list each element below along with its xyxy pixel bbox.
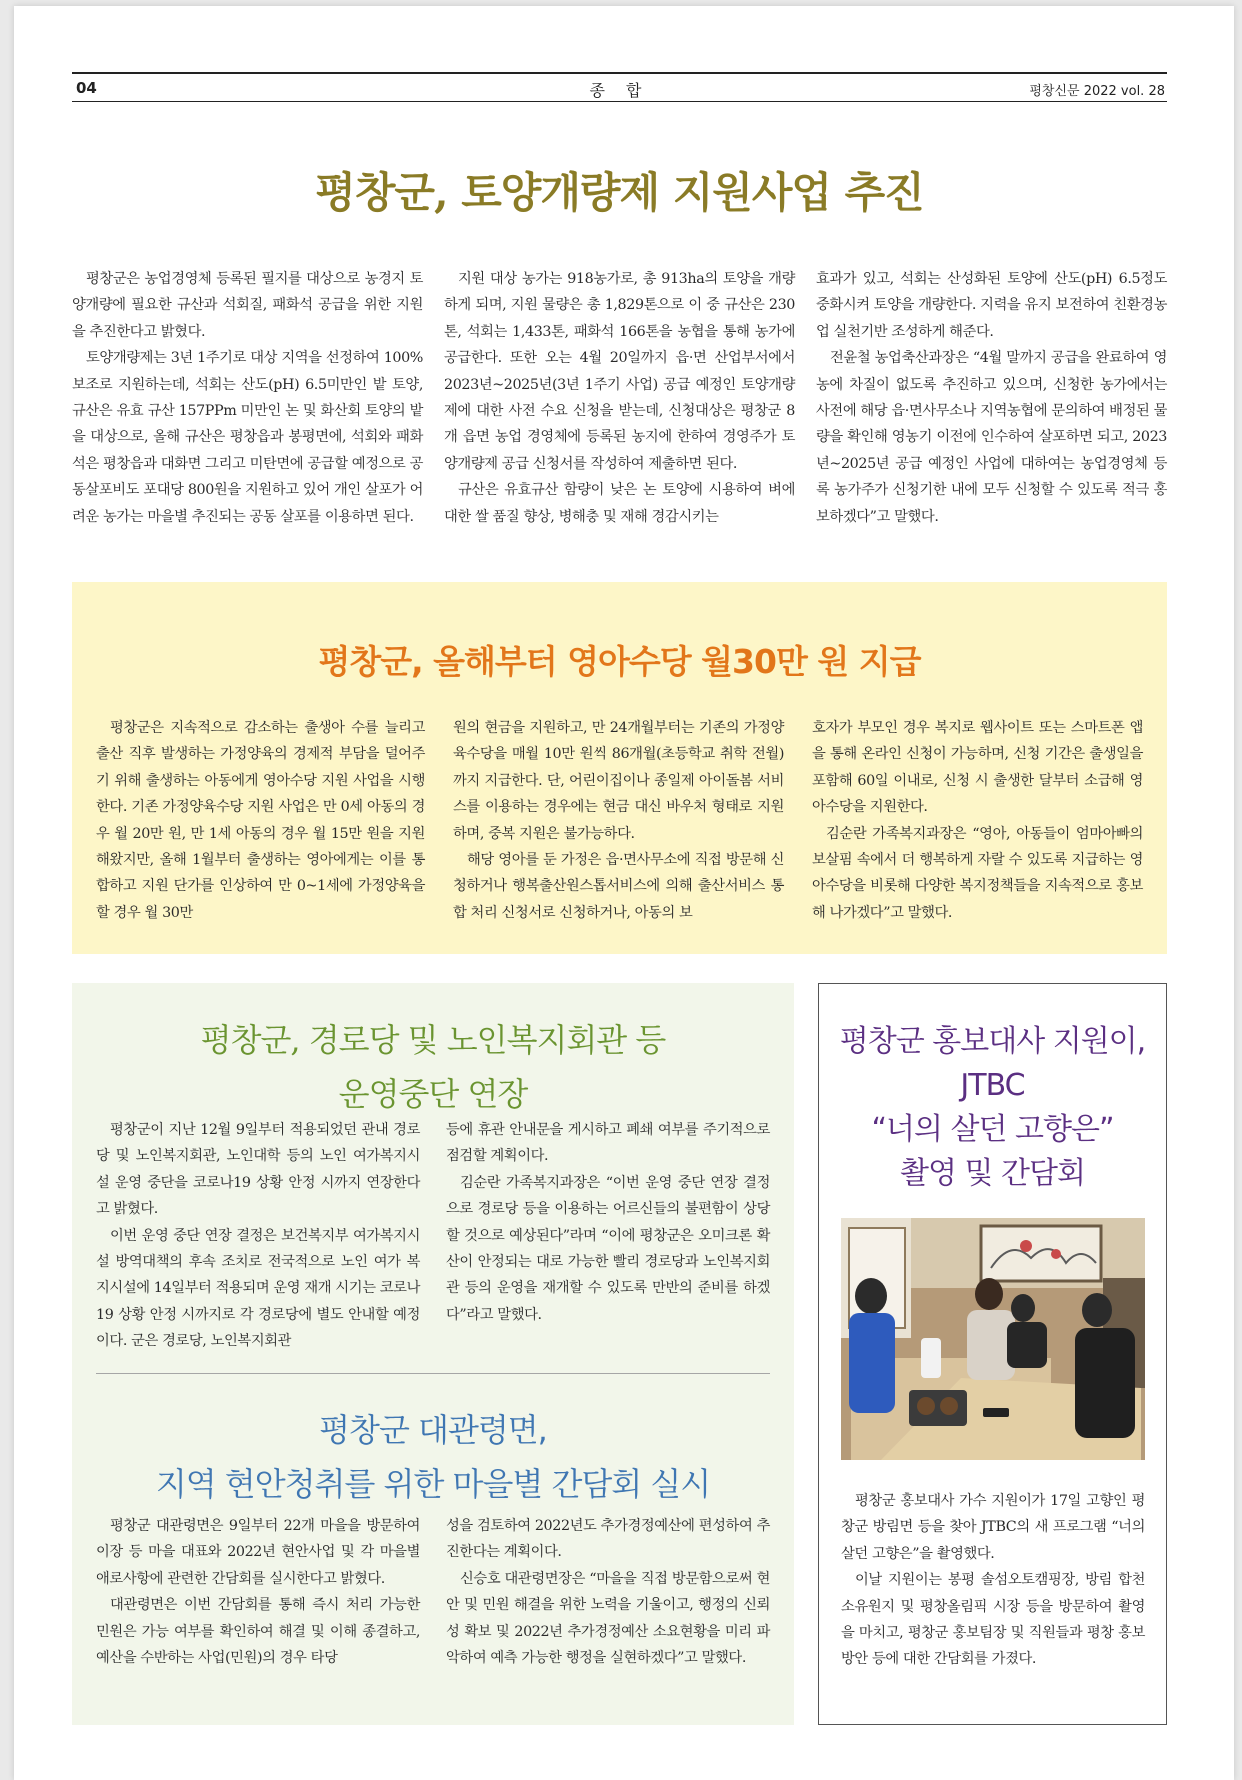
article5-title-line: 평창군 홍보대사 지원이, xyxy=(839,1024,1146,1059)
article3-title-line: 운영중단 연장 xyxy=(338,1075,528,1113)
article1-title: 평창군, 토양개량제 지원사업 추진 xyxy=(315,168,924,217)
article1-paragraph: 규산은 유효규산 함량이 낮은 논 토양에 시용하여 벼에 대한 쌀 품질 향상, 병해충 및 재해 경감시키는 xyxy=(444,482,795,525)
article1-paragraph: 전윤철 농업축산과장은 “4월 말까지 공급을 완료하여 영농에 차질이 없도록 추진하고 있으며, 신청한 농가에서는 사전에 해당 읍·면사무소나 지역농협에 문의하여 배정된 물량을 확인해 영농기 이전에 인수하여 살포하면 되고, 2023년~2025년 공급 예정인 사업에 대하여는 농업경영체 등록 농가주가 신청기한 내에 모두 신청할 수 있도록 적극 홍보하겠다”고 말했다. xyxy=(816,350,1167,525)
article5-title xyxy=(819,1020,1166,1196)
article3-title-line: 평창군, 경로당 및 노인복지회관 등 xyxy=(200,1021,666,1059)
article3-paragraph: 평창군이 지난 12월 9일부터 적용되었던 관내 경로당 및 노인복지회관, 노인대학 등의 노인 여가복지시설 운영 중단을 코로나19 상황 안정 시까지 연장한다고 밝혔다. xyxy=(96,1122,420,1218)
article3-column-1 xyxy=(96,1117,420,1355)
article4-column-1 xyxy=(96,1513,420,1671)
article1-paragraph: 평창군은 농업경영체 등록된 필지를 대상으로 농경지 토양개량에 필요한 규산과 석회질, 패화석 공급을 위한 지원을 추진한다고 밝혔다. xyxy=(72,271,423,340)
article5-title-line: “너의 살던 고향은” xyxy=(871,1112,1114,1147)
article4-column-2 xyxy=(446,1513,770,1671)
article5-body xyxy=(841,1488,1145,1673)
article1-paragraph: 효과가 있고, 석회는 산성화된 토양에 산도(pH) 6.5정도 중화시켜 토양을 개량한다. 지력을 유지 보전하여 친환경농업 실천기반 조성하게 해준다. xyxy=(816,271,1167,340)
article1-column-2 xyxy=(444,266,795,530)
cafe-interview-photo xyxy=(841,1218,1145,1460)
article2-column-2 xyxy=(453,715,784,926)
article1-paragraph: 지원 대상 농가는 918농가로, 총 913ha의 토양을 개량하게 되며, 지원 물량은 총 1,829톤으로 이 중 규산은 230톤, 석회는 1,433톤, 패화석 166톤을 농협을 통해 농가에 공급한다. 또한 오는 4월 20일까지 읍·면 산업부서에서 2023년~2025년(3년 1주기 사업) 공급 예정인 토양개량제에 대한 사전 수요 신청을 받는데, 신청대상은 평창군 8개 읍면 농업 경영체에 등록된 농지에 한하여 경영주가 토양개량제 공급 신청서를 작성하여 제출하면 된다. xyxy=(444,271,795,472)
page-header xyxy=(72,72,1167,102)
article1-paragraph: 토양개량제는 3년 1주기로 대상 지역을 선정하여 100% 보조로 지원하는데, 석회는 산도(pH) 6.5미만인 밭 토양, 규산은 유효 규산 157PPm 미만인 논 및 화산회 토양의 밭을 대상으로, 올해 규산은 평창읍과 봉평면에, 석회와 패화석은 평창읍과 대화면 그리고 미탄면에 공급할 예정으로 공동살포비도 포대당 800원을 지원하고 있어 개인 살포가 어려운 농가는 마을별 추진되는 공동 살포를 이용하면 된다. xyxy=(72,350,423,525)
article4-paragraph: 평창군 대관령면은 9일부터 22개 마을을 방문하여 이장 등 마을 대표와 2022년 현안사업 및 각 마을별 애로사항에 관련한 간담회를 실시한다고 밝혔다. xyxy=(96,1518,420,1587)
issue-info: 평창신문 2022 vol. 28 xyxy=(1029,84,1165,99)
article4-paragraph: 성을 검토하여 2022년도 추가경정예산에 편성하여 추진한다는 계획이다. xyxy=(446,1518,770,1561)
article2-box xyxy=(72,582,1167,954)
article5-paragraph: 이날 지원이는 봉평 솔섬오토캠핑장, 방림 합천소유원지 및 평창올림픽 시장 등을 방문하여 촬영을 마치고, 평창군 홍보팀장 및 직원들과 평창 홍보방안 등에 대한 간담회를 가졌다. xyxy=(841,1572,1145,1668)
article3-4-box xyxy=(72,983,794,1725)
article4-title-line: 평창군 대관령면, xyxy=(319,1411,547,1449)
article1-column-1 xyxy=(72,266,423,530)
page-number: 04 xyxy=(76,79,97,97)
article2-paragraph: 호자가 부모인 경우 복지로 웹사이트 또는 스마트폰 앱을 통해 온라인 신청이 가능하며, 신청 기간은 출생일을 포함해 60일 이내로, 신청 시 출생한 달부터 소급해 영아수당을 지원한다. xyxy=(812,720,1143,816)
article2-paragraph: 원의 현금을 지원하고, 만 24개월부터는 기존의 가정양육수당을 매월 10만 원씩 86개월(초등학교 취학 전월)까지 지급한다. 단, 어린이집이나 종일제 아이돌봄 서비스를 이용하는 경우에는 현금 대신 바우처 형태로 지원하며, 중복 지원은 불가능하다. xyxy=(453,720,784,842)
article3-paragraph: 이번 운영 중단 연장 결정은 보건복지부 여가복지시설 방역대책의 후속 조치로 전국적으로 노인 여가 복지시설에 14일부터 적용되며 운영 재개 시기는 코로나19 상황 안정 시까지로 각 경로당에 별도 안내할 예정이다. 군은 경로당, 노인복지회관 xyxy=(96,1227,420,1350)
article3-title xyxy=(72,1013,794,1121)
article2-paragraph: 해당 영아를 둔 가정은 읍·면사무소에 직접 방문해 신청하거나 행복출산원스톱서비스에 의해 출산서비스 통합 처리 신청서로 신청하거나, 아동의 보 xyxy=(453,852,784,921)
article4-title-line: 지역 현안청취를 위한 마을별 간담회 실시 xyxy=(155,1465,711,1503)
article5-box xyxy=(818,983,1167,1725)
article5-photo xyxy=(841,1218,1145,1460)
article2-column-3 xyxy=(812,715,1143,926)
article3-paragraph: 김순란 가족복지과장은 “이번 운영 중단 연장 결정으로 경로당 등을 이용하는 어르신들의 불편함이 상당할 것으로 예상된다”라며 “이에 평창군은 오미크론 확산이 안정되는 대로 가능한 빨리 경로당과 노인복지회관 등의 운영을 재개할 수 있도록 만반의 준비를 하겠다”라고 말했다. xyxy=(446,1174,770,1323)
article5-title-line: JTBC xyxy=(960,1068,1025,1103)
section-name: 종 합 xyxy=(589,81,650,100)
article2-title: 평창군, 올해부터 영아수당 월30만 원 지급 xyxy=(318,642,921,681)
article3-paragraph: 등에 휴관 안내문을 게시하고 폐쇄 여부를 주기적으로 점검할 계획이다. xyxy=(446,1122,770,1165)
article1-column-3 xyxy=(816,266,1167,530)
article4-paragraph: 신승호 대관령면장은 “마을을 직접 방문함으로써 현안 및 민원 해결을 위한 노력을 기울이고, 행정의 신뢰성 확보 및 2022년 추가경정예산 소요현황을 미리 파악하여 예측 가능한 행정을 실현하겠다”고 말했다. xyxy=(446,1570,770,1667)
article5-title-line: 촬영 및 간담회 xyxy=(900,1156,1085,1191)
article5-paragraph: 평창군 홍보대사 가수 지원이가 17일 고향인 평창군 방림면 등을 찾아 JTBC의 새 프로그램 “너의 살던 고향은”을 촬영했다. xyxy=(841,1493,1145,1562)
article-divider xyxy=(96,1373,770,1374)
article2-paragraph: 평창군은 지속적으로 감소하는 출생아 수를 늘리고 출산 직후 발생하는 가정양육의 경제적 부담을 덜어주기 위해 출생하는 아동에게 영아수당 지원 사업을 시행한다. 기존 가정양육수당 지원 사업은 만 0세 아동의 경우 월 20만 원, 만 1세 아동의 경우 월 15만 원을 지원해왔지만, 올해 1월부터 출생하는 영아에게는 이를 통합하고 지원 단가를 인상하여 만 0~1세에 가정양육을 할 경우 월 30만 xyxy=(96,720,425,921)
article4-paragraph: 대관령면은 이번 간담회를 통해 즉시 처리 가능한 민원은 가능 여부를 확인하여 해결 및 이해 종결하고, 예산을 수반하는 사업(민원)의 경우 타당 xyxy=(96,1597,420,1667)
article2-column-1 xyxy=(96,715,425,926)
article2-paragraph: 김순란 가족복지과장은 “영아, 아동들이 엄마아빠의 보살핌 속에서 더 행복하게 자랄 수 있도록 지급하는 영아수당을 비롯해 다양한 복지정책들을 지속적으로 홍보해 나가겠다”고 말했다. xyxy=(812,825,1143,921)
article4-title xyxy=(72,1403,794,1511)
article3-column-2 xyxy=(446,1117,770,1328)
